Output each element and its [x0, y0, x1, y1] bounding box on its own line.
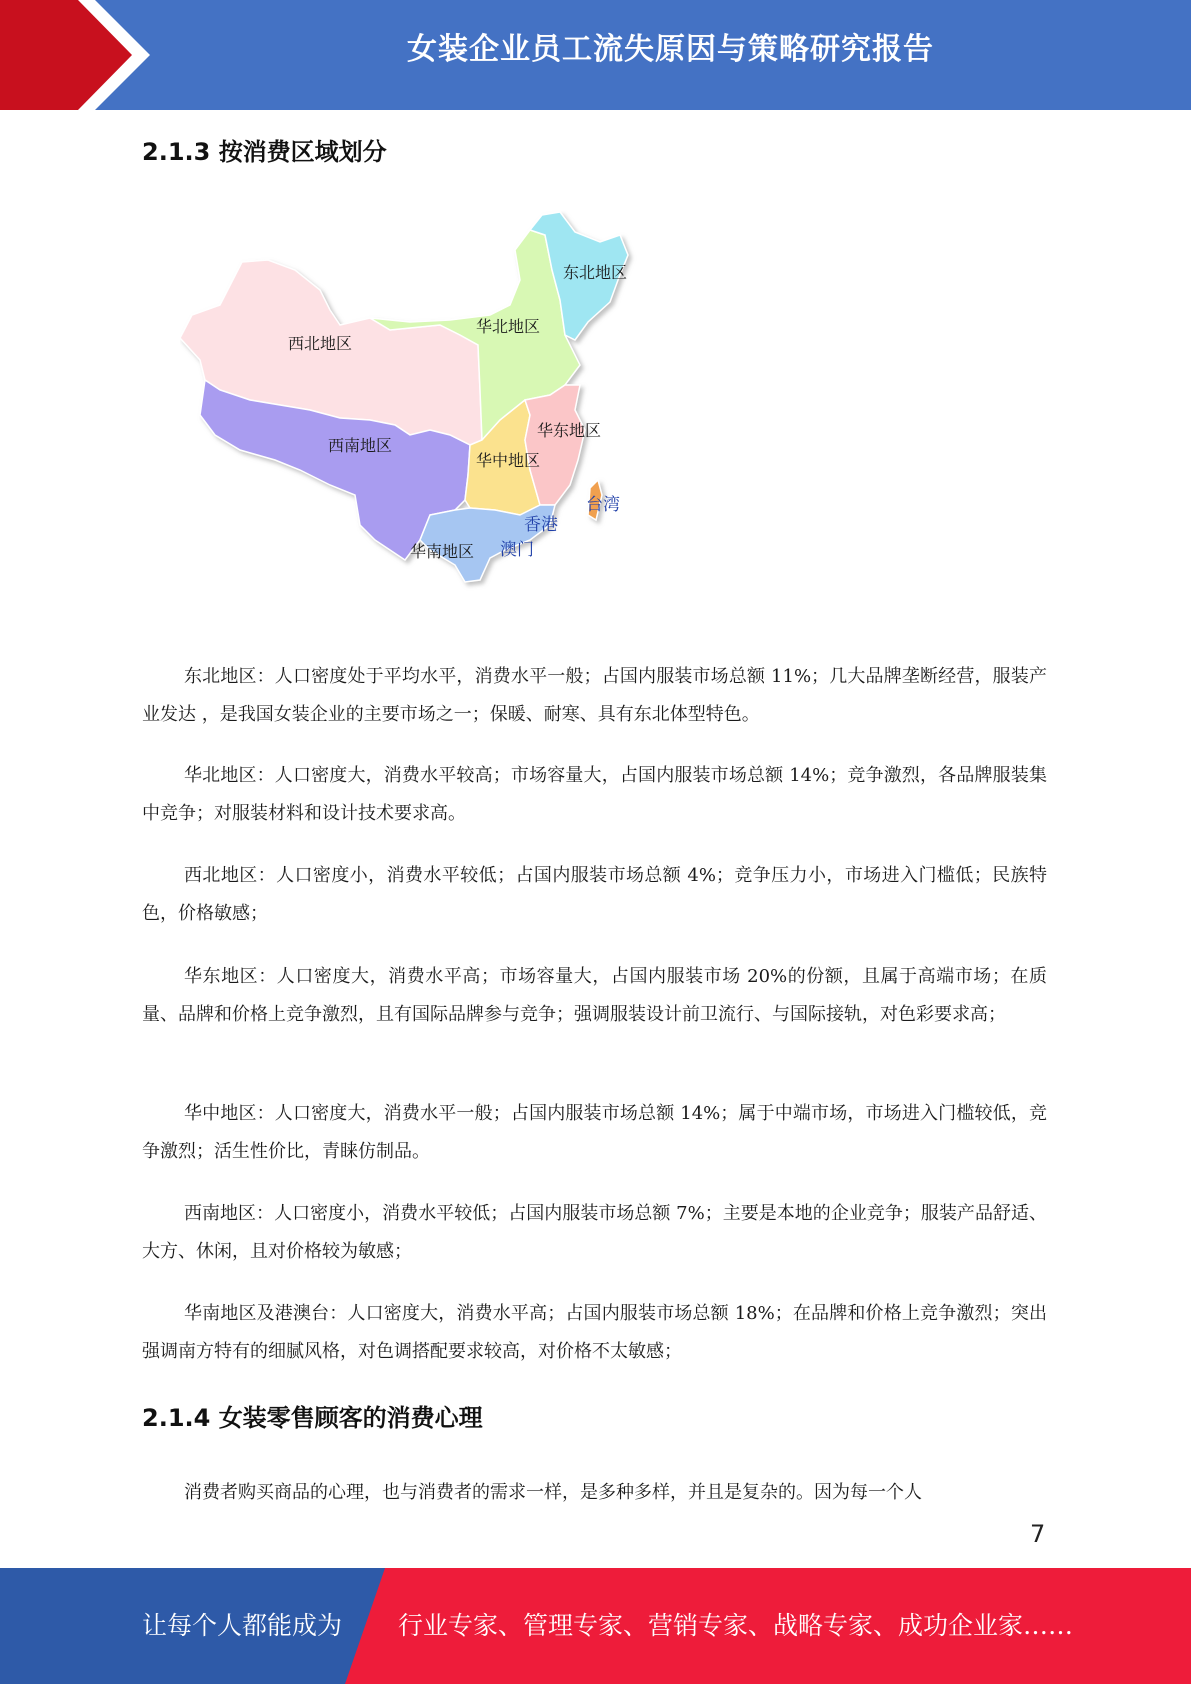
paragraph-north: 华北地区：人口密度大，消费水平较高；市场容量大，占国内服装市场总额 14%；竞争激烈，各品牌服装集中竞争；对服装材料和设计技术要求高。: [142, 765, 1047, 824]
map-label-central: 华中地区: [476, 451, 541, 470]
paragraph-east: 华东地区：人口密度大，消费水平高；市场容量大，占国内服装市场 20%的份额，且属于高端市场；在质量、品牌和价格上竞争激烈，且有国际品牌参与竞争；强调服装设计前卫流行、与国际接轨，对色彩要求高；: [142, 966, 1047, 1025]
paragraph-south: 华南地区及港澳台：人口密度大，消费水平高；占国内服装市场总额 18%；在品牌和价格上竞争激烈；突出强调南方特有的细腻风格，对色调搭配要求较高，对价格不太敏感；: [142, 1303, 1047, 1362]
map-label-east: 华东地区: [537, 421, 602, 440]
paragraph-consumer-psychology: 消费者购买商品的心理，也与消费者的需求一样，是多种多样，并且是复杂的。因为每一个人: [184, 1482, 922, 1503]
map-label-taiwan: 台湾: [586, 495, 620, 515]
map-label-northwest: 西北地区: [288, 334, 353, 353]
map-label-south: 华南地区: [410, 542, 475, 561]
paragraph-southwest: 西南地区：人口密度小，消费水平较低；占国内服装市场总额 7%；主要是本地的企业竞争；服装产品舒适、大方、休闲，且对价格较为敏感；: [142, 1203, 1047, 1262]
page-header: [0, 0, 1191, 110]
section-heading-2-1-4: 2.1.4 女装零售顾客的消费心理: [142, 1404, 483, 1432]
header-title: 女装企业员工流失原因与策略研究报告: [407, 32, 934, 67]
paragraph-northwest: 西北地区：人口密度小，消费水平较低；占国内服装市场总额 4%；竞争压力小，市场进入门槛低；民族特色，价格敏感；: [142, 865, 1047, 924]
page-footer: [0, 1568, 1191, 1684]
map-label-north: 华北地区: [476, 317, 541, 336]
map-label-hongkong: 香港: [524, 515, 558, 535]
paragraph-central: 华中地区：人口密度大，消费水平一般；占国内服装市场总额 14%；属于中端市场，市场进入门槛较低，竞争激烈；活生性价比，青睐仿制品。: [142, 1103, 1047, 1162]
section-heading-2-1-3: 2.1.3 按消费区域划分: [142, 138, 387, 166]
footer-slogan-left: 让每个人都能成为: [142, 1611, 343, 1640]
page-number: 7: [1030, 1520, 1046, 1548]
footer-slogan-right: 行业专家、管理专家、营销专家、战略专家、成功企业家……: [398, 1611, 1074, 1640]
map-label-southwest: 西南地区: [328, 436, 393, 455]
china-region-map: [180, 210, 700, 620]
paragraph-northeast: 东北地区：人口密度处于平均水平，消费水平一般；占国内服装市场总额 11%；几大品牌垄断经营，服装产业发达 ，是我国女装企业的主要市场之一；保暖、耐寒、具有东北体型特色。: [142, 666, 1047, 725]
map-label-macau: 澳门: [500, 540, 534, 560]
map-label-northeast: 东北地区: [563, 263, 628, 282]
